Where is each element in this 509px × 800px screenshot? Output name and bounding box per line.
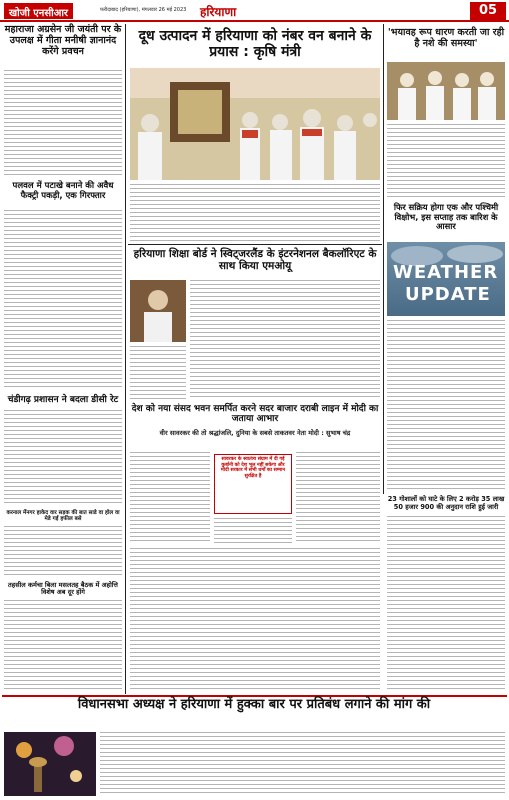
- middle-sub-headline-1: देश को नया संसद भवन समर्पित करने सदर बाजार दराबी लाइन में मोदी का जताया आभार: [131, 404, 379, 425]
- column-divider: [125, 24, 126, 694]
- lead-photo: [130, 68, 380, 180]
- weather-word-1: WEATHER: [393, 262, 499, 283]
- weather-graphic: [387, 242, 505, 316]
- lead-headline: दूध उत्पादन में हरियाणा को नंबर वन बनाने के प्रयास : कृषि मंत्री: [138, 28, 372, 61]
- left-article-4-text: [4, 526, 122, 578]
- page-number: 05: [470, 2, 506, 20]
- left-article-1-text: [4, 70, 122, 178]
- left-article-5-text: [4, 600, 122, 690]
- left-article-2-text: [4, 210, 122, 390]
- middle-sub-article-text-4: [130, 548, 380, 692]
- column-divider: [383, 24, 384, 494]
- middle-sub-headline-2: वीर सावरकर की तो श्रद्धांजलि, दुनिया के सबसे ताकतवर नेता मोदी : सुभाष चंद्र: [159, 429, 351, 437]
- loan-article-text: [387, 516, 505, 692]
- left-headline-1: महाराजा अग्रसेन जी जयंती पर के उपलक्ष में गीता मनीषी ज्ञानानंद करेंगे प्रवचन: [4, 24, 122, 57]
- weather-word-2: UPDATE: [405, 284, 491, 305]
- lead-article-text: [130, 184, 380, 242]
- section-rule: [128, 244, 382, 245]
- left-article-3-text: [4, 410, 122, 505]
- bottom-headline: विधानसभा अध्यक्ष ने हरियाणा में हुक्का बार पर प्रतिबंध लगाने की मांग की: [77, 697, 431, 712]
- brand-logo: खोजी एनसीआर: [4, 3, 73, 19]
- bottom-article-text: [100, 732, 505, 796]
- middle-sub-article-text-3: [296, 452, 380, 544]
- right-article-1-text: [387, 124, 505, 200]
- middle-article-text: [190, 280, 380, 400]
- quote-text: सावरकर के स्वातंत्र्य संग्राम में दी गई कुर्बानी को देश भूल नहीं सकेगा और मोदी सरकार में सभी धर्मों का सम्मान सुरक्षित है: [220, 457, 286, 479]
- left-headline-5: तहसील कर्मचा बिला मसलतह बैठक में अहोत्ति विशेष अब दूर होंगे: [8, 581, 118, 597]
- loan-headline: 23 गोशालों को घाटे के लिए 2 करोड़ 35 लाख 50 हजार 900 की अनुदान राशि हुई जारी: [387, 495, 505, 511]
- middle-photo: [130, 280, 186, 342]
- middle-sub-article-text-2: [214, 518, 292, 544]
- right-headline-1: 'भयावह रूप धारण करती जा रही है नशे की समस्या': [387, 27, 505, 49]
- left-headline-3: चंडीगढ़ प्रशासन ने बदला डीसी रेट: [7, 395, 119, 405]
- left-headline-4: करनाल मेंनगर हाकेद वार सड़क की बात साडे वा होल वा मेडे गई हफील बसे: [6, 510, 120, 523]
- quote-box: [214, 454, 292, 514]
- left-headline-2: पलवल में पटाखे बनाने की अवैध फैक्ट्री पकड़ी, एक गिरफ्तार: [12, 181, 114, 201]
- middle-headline: हरियाणा शिक्षा बोर्ड ने स्विट्जरलैंड के इंटरनेशनल बैकलॉरिएट के साथ किया एमओयू: [133, 248, 377, 273]
- right-photo: [387, 62, 505, 120]
- middle-article-text-2: [130, 346, 186, 400]
- bottom-photo: [4, 732, 96, 796]
- section-title: हरियाणा: [200, 5, 237, 19]
- right-headline-2: फिर सक्रिय होगा एक और पश्चिमी विक्षोभ, इस सप्ताह तक बारिश के आसार: [393, 202, 499, 232]
- right-article-2-text: [387, 320, 505, 492]
- masthead-bar: [0, 0, 509, 22]
- dateline: फरीदाबाद (हरियाणा), मंगलवार 26 मई 2023: [100, 7, 187, 13]
- middle-sub-article-text: [130, 452, 210, 544]
